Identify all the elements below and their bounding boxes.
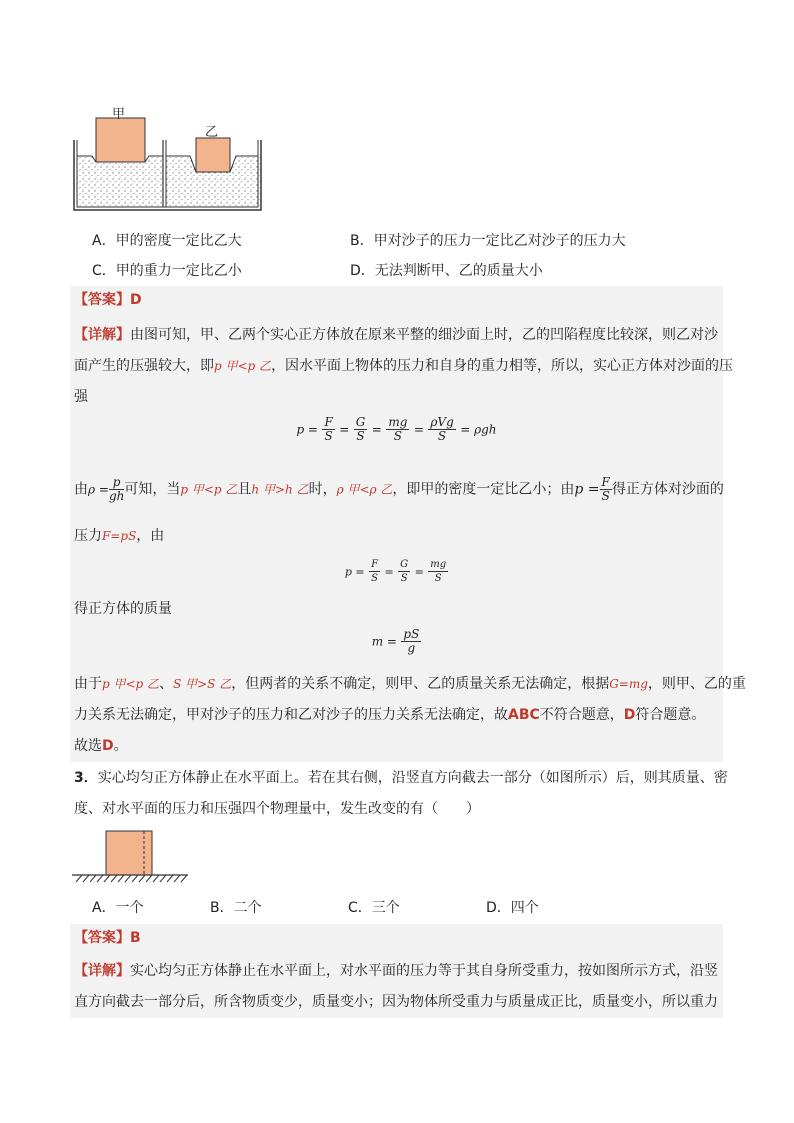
formula-pressure: p = $\frac{F}{S}$ = $\frac{G}{S}$ = $\frac{mg}{S}$ = $\frac{\text{ρVg}}{S}$ = ρgh	[296, 415, 497, 443]
formula-mass: m = $\frac{pS}{g}$	[371, 627, 420, 655]
detail-tag: 【详解】	[74, 327, 130, 343]
q2-detail-line7: 由于p 甲<p 乙、S 甲>S 乙，但两者的关系不确定，则甲、乙的质量关系无法确定，根据G=mg，则甲、乙的重	[74, 676, 746, 692]
option-a: A．甲的密度一定比乙大	[92, 233, 242, 249]
label-jia: 甲	[112, 107, 126, 122]
cube	[106, 831, 152, 875]
cube-jia	[96, 118, 145, 162]
q3-text-line1: 3．实心均匀正方体静止在水平面上。若在其右侧，沿竖直方向截去一部分（如图所示）后，则其质量、密	[74, 770, 728, 786]
detail-tag: 【详解】	[74, 963, 130, 979]
q3-option-d: D．四个	[486, 900, 539, 916]
cube-yi	[196, 138, 230, 172]
q3-text-line2: 度、对水平面的压力和压强四个物理量中，发生改变的有（ ）	[74, 801, 480, 817]
q3-answer: 【答案】B	[74, 930, 141, 946]
q2-detail-line2: 面产生的压强较大，即p 甲<p 乙，因水平面上物体的压力和自身的重力相等，所以，实心正方体对沙面的压	[74, 358, 734, 374]
q3-option-a: A．一个	[92, 900, 144, 916]
q2-detail-line8: 力关系无法确定，甲对沙子的压力和乙对沙子的压力关系无法确定，故ABC不符合题意，D符合题意。	[74, 707, 706, 723]
q3-option-b: B．二个	[210, 900, 262, 916]
q3-detail-line1: 【详解】实心均匀正方体静止在水平面上，对水平面的压力等于其自身所受重力，按如图所示方式，沿竖	[74, 963, 718, 979]
q2-detail-line1: 【详解】由图可知，甲、乙两个实心正方体放在原来平整的细沙面上时，乙的凹陷程度比较深，则乙对沙	[74, 327, 718, 343]
q2-answer: 【答案】D	[74, 292, 142, 308]
q3-option-c: C．三个	[348, 900, 400, 916]
q2-detail-line9: 故选D。	[74, 738, 128, 754]
option-d: D．无法判断甲、乙的质量大小	[350, 263, 543, 279]
label-yi: 乙	[205, 125, 219, 140]
q2-detail-line6: 得正方体的质量	[74, 601, 172, 617]
option-b: B．甲对沙子的压力一定比乙对沙子的压力大	[350, 233, 626, 249]
q2-detail-line4: 由ρ = $\frac{p}{gh}$ 可知，当p 甲<p 乙且h 甲>h 乙时，ρ 甲<ρ 乙，即甲的密度一定比乙小；由p = $\frac{F}{S}$ 得正方体对沙面的	[74, 475, 724, 503]
q2-detail-line3: 强	[74, 389, 88, 405]
q2-detail-line5: 压力F=pS，由	[74, 528, 165, 544]
q3-detail-line2: 直方向截去一部分后，所含物质变少，质量变小；因为物体所受重力与质量成正比，质量变小，所以重力	[74, 994, 718, 1010]
cube-on-ground-figure	[70, 828, 195, 886]
formula-pressure-2: p = $\frac{F}{S}$ = $\frac{G}{S}$ = $\frac{mg}{S}$	[344, 559, 447, 584]
sand-container-figure	[70, 100, 270, 215]
option-c: C．甲的重力一定比乙小	[92, 263, 242, 279]
